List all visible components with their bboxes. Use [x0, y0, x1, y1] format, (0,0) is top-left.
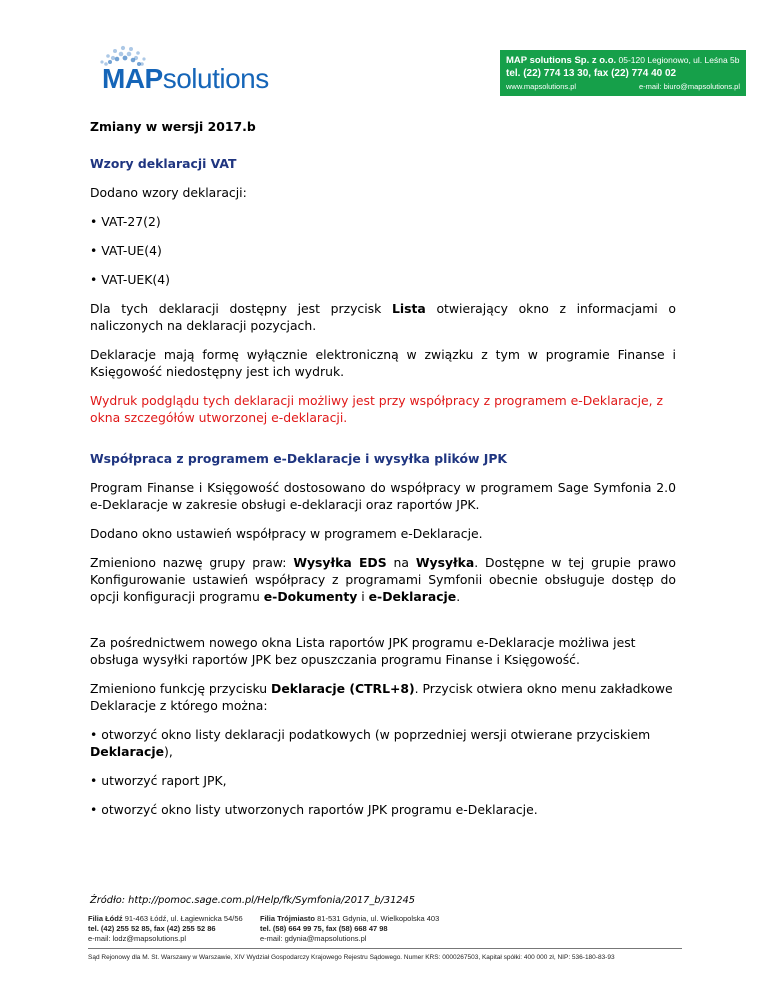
- list-item: • utworzyć raport JPK,: [90, 773, 227, 788]
- company-website: www.mapsolutions.pl: [506, 82, 577, 91]
- document-body: [90, 118, 676, 909]
- paragraph-sage: Program Finanse i Księgowość dostosowano do współpracy w programem Sage Symfonia 2.0 e-Deklaracje w zakresie obsługi e-deklaracji oraz raportów JPK.: [90, 480, 676, 512]
- branch-trojmiasto: Filia Trójmiasto 81-531 Gdynia, ul. Wielkopolska 403 tel. (58) 664 99 75, fax (58) 668 47 98 e-mail: gdynia@mapsolutions.pl: [260, 914, 440, 943]
- footer-divider: [88, 948, 682, 949]
- company-logo: [96, 42, 276, 98]
- list-item: • VAT-27(2): [90, 214, 161, 229]
- list-item: • VAT-UE(4): [90, 243, 162, 258]
- vat-intro: Dodano wzory deklaracji:: [90, 185, 247, 200]
- footer-registry: Sąd Rejonowy dla M. St. Warszawy w Warszawie, XIV Wydział Gospodarczy Krajowego Rejestru Sądowego. Numer KRS: 0000267503, Kapitał spółki: 400 000 zł, NIP: 536-180-83-93: [88, 954, 615, 961]
- branch-lodz: Filia Łódź 91-463 Łódź, ul. Łagiewnicka 54/56 tel. (42) 255 52 85, fax (42) 255 52 86 e-mail: lodz@mapsolutions.pl: [88, 914, 243, 943]
- logo-map: MAP: [102, 63, 163, 94]
- paragraph-button-change: Zmieniono funkcję przycisku Deklaracje (CTRL+8). Przycisk otwiera okno menu zakładkowe Deklaracje z którego można:: [90, 681, 673, 713]
- paragraph-permissions: Zmieniono nazwę grupy praw: Wysyłka EDS na Wysyłka. Dostępne w tej grupie prawo Konfigurowanie ustawień współpracy z programami Symfonii obecnie obsługuje dostęp do opcji konfiguracji programu e-Dokumenty i e-Deklaracje.: [90, 555, 676, 604]
- company-address: 05-120 Legionowo, ul. Leśna 5b: [618, 55, 740, 65]
- paragraph-electronic: Deklaracje mają formę wyłącznie elektroniczną w związku z tym w programie Finanse i Księgowość niedostępny jest ich wydruk.: [90, 347, 676, 379]
- section-heading-vat: Wzory deklaracji VAT: [90, 156, 237, 171]
- section-heading-edeklaracje: Współpraca z programem e-Deklaracje i wysyłka plików JPK: [90, 451, 508, 466]
- company-email: e-mail: biuro@mapsolutions.pl: [639, 82, 740, 91]
- logo-solutions: solutions: [162, 63, 269, 94]
- paragraph-settings-window: Dodano okno ustawień współpracy w programem e-Deklaracje.: [90, 526, 483, 541]
- company-phones: tel. (22) 774 13 30, fax (22) 774 40 02: [506, 68, 677, 79]
- document-title: Zmiany w wersji 2017.b: [90, 119, 256, 134]
- source-note: Źródło: http://pomoc.sage.com.pl/Help/fk/Symfonia/2017_b/31245: [90, 895, 415, 906]
- list-item: • otworzyć okno listy deklaracji podatkowych (w poprzedniej wersji otwierane przyciskiem Deklaracje),: [90, 727, 651, 759]
- paragraph-print-note: Wydruk podglądu tych deklaracji możliwy jest przy współpracy z programem e-Deklaracje, z okna szczegółów utworzonej e-deklaracji.: [90, 393, 664, 425]
- paragraph-jpk-list: Za pośrednictwem nowego okna Lista raportów JPK programu e-Deklaracje możliwa jest obsługa wysyłki raportów JPK bez opuszczania programu Finanse i Księgowość.: [90, 635, 636, 667]
- company-name: MAP solutions Sp. z o.o.: [506, 55, 617, 66]
- list-item: • VAT-UEK(4): [90, 272, 170, 287]
- company-contact-box: [500, 50, 746, 96]
- list-item: • otworzyć okno listy utworzonych raportów JPK programu e-Deklaracje.: [90, 802, 538, 817]
- paragraph-lista: Dla tych deklaracji dostępny jest przycisk Lista otwierający okno z informacjami o naliczonych na deklaracji pozycjach.: [90, 301, 676, 333]
